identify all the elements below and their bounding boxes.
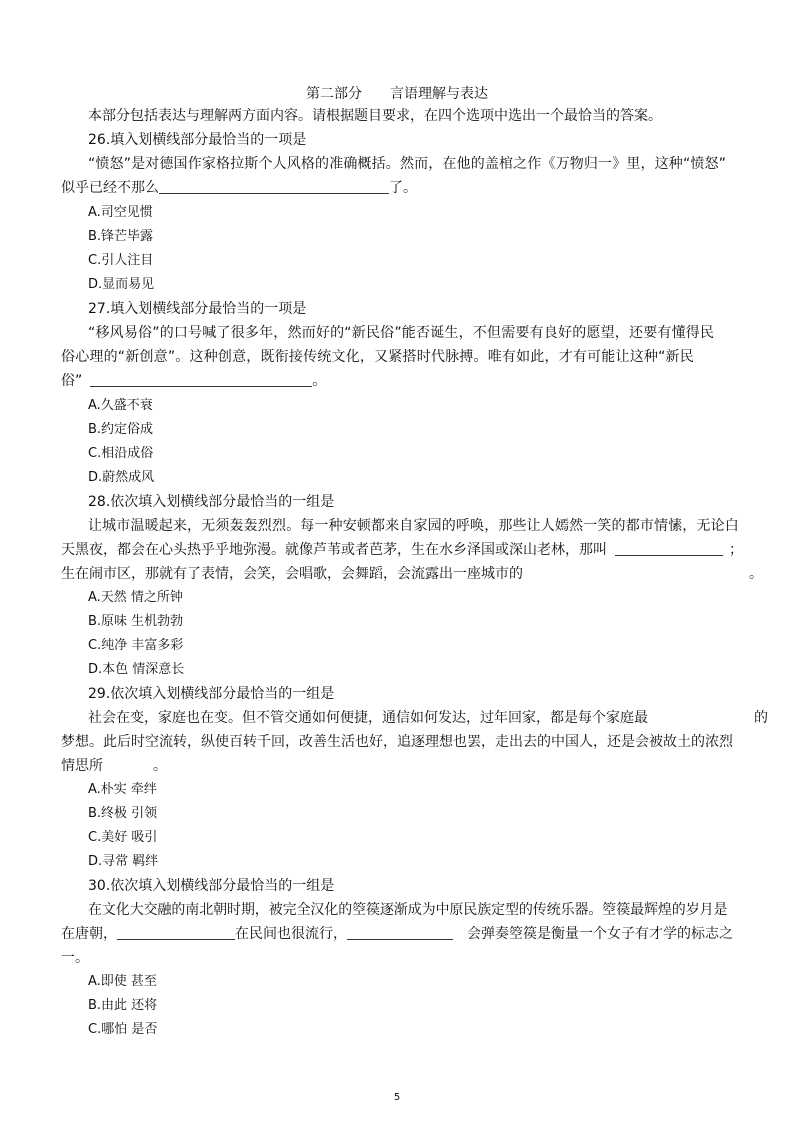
question-29-stem: 29.依次填入划横线部分最恰当的一组是 [88,686,335,702]
passage-text: 了。 [389,180,417,196]
passage-text: 生在闹市区，那就有了表情，会笑，会唱歌，会舞蹈，会流露出一座城市的 [61,566,523,582]
passage-text: 在唐朝， [61,926,117,942]
answer-blank [117,923,235,940]
question-29-option-c: C.美好 吸引 [88,830,158,845]
question-27-option-a: A.久盛不衰 [88,398,153,413]
passage-text: 情思所 [61,758,103,774]
question-28-stem: 28.依次填入划横线部分最恰当的一组是 [88,494,335,510]
passage-text: 会弹奏箜篌是衡量一个女子有才学的标志之 [467,926,733,942]
section-intro [88,105,682,127]
page-number: 5 [393,1092,401,1103]
question-29-option-b: B.终极 引领 [88,806,158,821]
answer-blank [90,370,312,387]
question-28-passage-line-1: 让城市温暖起来，无须轰轰烈烈。每一种安顿都来自家园的呼唤，那些让人嫣然一笑的都市情愫，无论白 [88,518,739,534]
question-30-passage-line-1: 在文化大交融的南北朝时期，被完全汉化的箜篌逐渐成为中原民族定型的传统乐器。箜篌最辉煌的岁月是 [88,902,728,918]
answer-blank [615,539,723,556]
section-title: 第二部分 言语理解与表达 [306,86,488,102]
question-26-option-a: A.司空见惯 [88,205,153,220]
passage-text: 俗” [61,373,83,389]
passage-text: 。 [312,373,327,389]
question-28-passage-line-2 [61,539,741,561]
question-30-passage-line-2 [61,923,733,945]
question-30-option-b: B.由此 还将 [88,998,158,1013]
passage-text: 。 [749,566,763,582]
question-29-option-a: A.朴实 牵绊 [88,782,157,797]
question-30-stem: 30.依次填入划横线部分最恰当的一组是 [88,878,335,894]
question-30-passage-line-3: 一。 [61,950,89,966]
question-27-option-b: B.约定俗成 [88,422,154,437]
question-28-option-d: D.本色 情深意长 [88,662,185,677]
question-29-passage-line-2: 梦想。此后时空流转，纵使百转千回，改善生活也好，追逐理想也罢，走出去的中国人，还是会被故土的浓烈 [61,734,733,750]
passage-text: 的 [754,710,768,726]
question-27-passage-line-1: “移风易俗”的口号喊了很多年，然而好的“新民俗”能否诞生，不但需要有良好的愿望，还要有懂得民 [88,325,715,341]
question-26-option-b: B.锋芒毕露 [88,229,154,244]
question-27-passage-line-2: 俗心理的“新创意”。这种创意，既衔接传统文化，又紧搭时代脉搏。唯有如此，才有可能让这种“新民 [61,349,694,365]
passage-text: 在民间也很流行， [235,926,347,942]
question-29-passage-line-1 [88,707,768,729]
question-29-option-d: D.寻常 羁绊 [88,854,159,869]
question-26-passage-line-2 [61,177,417,199]
question-28-option-b: B.原味 生机勃勃 [88,614,184,629]
question-28-option-c: C.纯净 丰富多彩 [88,638,184,653]
intro-text: 本部分包括表达与理解两方面内容。请根据题目要求，在四个选项中选出一个最恰当的答案。 [88,108,662,124]
question-27-stem: 27.填入划横线部分最恰当的一项是 [88,301,307,317]
passage-text: 社会在变，家庭也在变。但不管交通如何便捷，通信如何发达，过年回家，都是每个家庭最 [88,710,648,726]
question-28-passage-line-3 [61,563,763,585]
question-26-stem: 26.填入划横线部分最恰当的一项是 [88,132,307,148]
question-28-option-a: A.天然 情之所钟 [88,590,183,605]
passage-text: 似乎已经不那么 [61,180,159,196]
passage-text: ； [729,542,743,558]
question-26-option-d: D.显而易见 [88,277,155,292]
question-27-passage-line-3 [61,370,326,392]
question-26-option-c: C.引人注目 [88,253,154,268]
passage-text: 天黑夜，都会在心头热乎乎地弥漫。就像芦苇或者芭茅，生在水乡泽国或深山老林，那叫 [61,542,607,558]
question-29-passage-line-3 [61,755,167,777]
question-30-option-c: C.哪怕 是否 [88,1022,158,1037]
question-27-option-d: D.蔚然成风 [88,470,155,485]
answer-blank [159,177,389,194]
question-26-passage-line-1: “愤怒”是对德国作家格拉斯个人风格的准确概括。然而，在他的盖棺之作《万物归一》里，这种“愤怒” [88,156,727,172]
passage-text: 。 [153,758,167,774]
answer-blank [347,923,453,940]
question-27-option-c: C.相沿成俗 [88,446,154,461]
question-30-option-a: A.即使 甚至 [88,974,157,989]
